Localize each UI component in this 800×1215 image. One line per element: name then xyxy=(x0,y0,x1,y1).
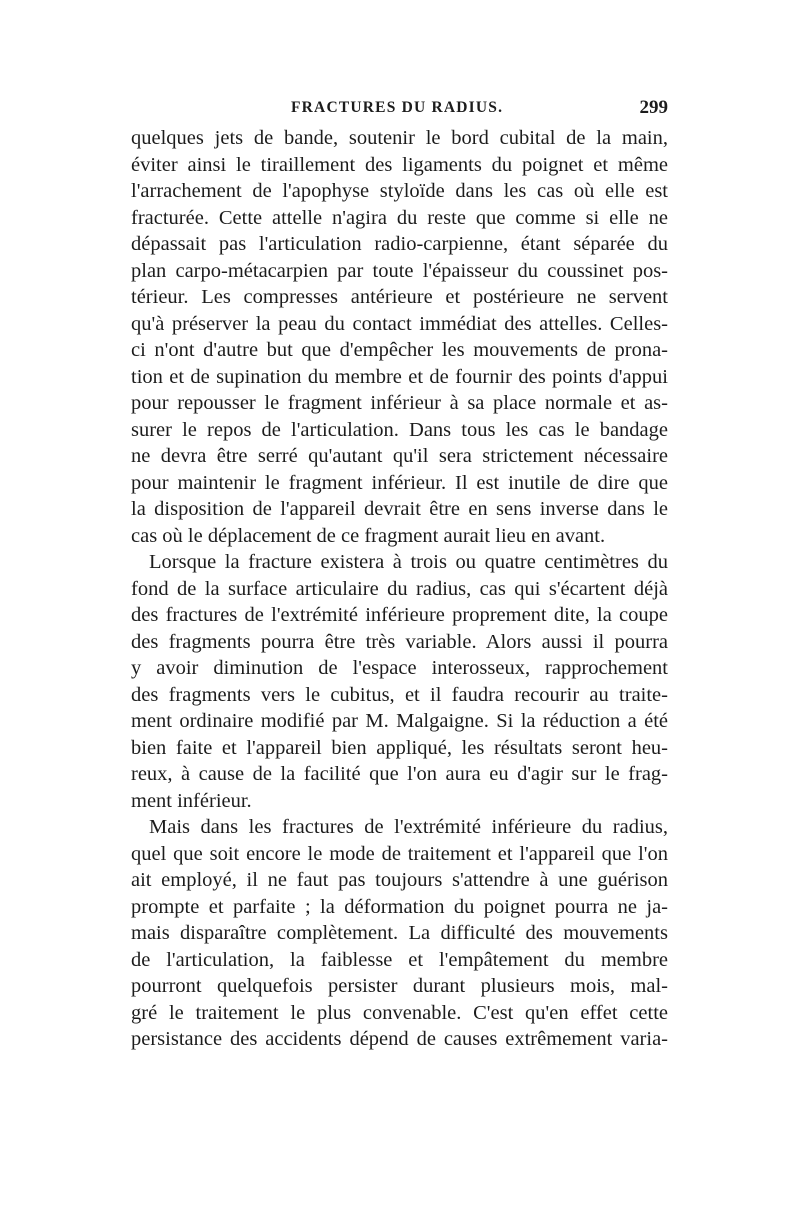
text-line: pour maintenir le fragment inférieur. Il est inutile de dire que xyxy=(131,471,668,494)
text-line: pour repousser le fragment inférieur à sa place normale et as- xyxy=(131,392,668,414)
running-head xyxy=(131,99,668,123)
text-line: pourront quelquefois persister durant plusieurs mois, mal- xyxy=(131,975,668,997)
page-number: 299 xyxy=(639,97,668,118)
paragraph-start-line: Mais dans les fractures de l'extrémité inférieure du radius, xyxy=(149,816,668,838)
text-line: l'arrachement de l'apophyse styloïde dans les cas où elle est xyxy=(131,180,668,202)
text-line: fracturée. Cette attelle n'agira du reste que comme si elle ne xyxy=(131,206,668,229)
text-line: surer le repos de l'articulation. Dans tous les cas le bandage xyxy=(131,418,668,441)
text-line: des fractures de l'extrémité inférieure proprement dite, la coupe xyxy=(131,604,668,626)
text-line: ait employé, il ne faut pas toujours s'attendre à une guérison xyxy=(131,869,668,891)
text-line: y avoir diminution de l'espace interosseux, rapprochement xyxy=(131,657,668,679)
text-line: qu'à préserver la peau du contact immédiat des attelles. Celles- xyxy=(131,312,668,335)
text-line: de l'articulation, la faiblesse et l'empâtement du membre xyxy=(131,948,668,971)
body-text xyxy=(131,125,668,1053)
text-line: prompte et parfaite ; la déformation du poignet pourra ne ja- xyxy=(131,895,668,918)
text-line: ne devra être serré qu'autant qu'il sera strictement nécessaire xyxy=(131,445,668,467)
text-line: térieur. Les compresses antérieure et postérieure ne servent xyxy=(131,286,668,308)
text-line: fond de la surface articulaire du radius, cas qui s'écartent déjà xyxy=(131,577,668,600)
text-line: ment inférieur. xyxy=(131,789,252,812)
text-line: des fragments vers le cubitus, et il faudra recourir au traite- xyxy=(131,683,668,706)
text-line: quel que soit encore le mode de traitement et l'appareil que l'on xyxy=(131,842,668,865)
text-line: reux, à cause de la facilité que l'on aura eu d'agir sur le frag- xyxy=(131,763,668,785)
text-line: dépassait pas l'articulation radio-carpienne, étant séparée du xyxy=(131,233,668,255)
text-line: éviter ainsi le tiraillement des ligaments du poignet et même xyxy=(131,153,668,176)
text-line: ment ordinaire modifié par M. Malgaigne. Si la réduction a été xyxy=(131,710,668,732)
text-line: mais disparaître complètement. La difficulté des mouvements xyxy=(131,922,668,944)
text-line: la disposition de l'appareil devrait être en sens inverse dans le xyxy=(131,498,668,520)
text-line: plan carpo-métacarpien par toute l'épaisseur du coussinet pos- xyxy=(131,259,668,282)
text-line: tion et de supination du membre et de fournir des points d'appui xyxy=(131,365,668,388)
paragraph-start-line: Lorsque la fracture existera à trois ou quatre centimètres du xyxy=(149,551,668,573)
text-line: cas où le déplacement de ce fragment aurait lieu en avant. xyxy=(131,524,606,547)
text-line: bien faite et l'appareil bien appliqué, les résultats seront heu- xyxy=(131,736,668,759)
text-line: ci n'ont d'autre but que d'empêcher les mouvements de prona- xyxy=(131,339,668,361)
text-line: gré le traitement le plus convenable. C'est qu'en effet cette xyxy=(131,1001,668,1024)
text-line: quelques jets de bande, soutenir le bord cubital de la main, xyxy=(131,127,668,149)
running-title: FRACTURES DU RADIUS. xyxy=(291,99,504,116)
text-line: persistance des accidents dépend de causes extrêmement varia- xyxy=(131,1028,668,1050)
text-line: des fragments pourra être très variable. Alors aussi il pourra xyxy=(131,630,668,653)
